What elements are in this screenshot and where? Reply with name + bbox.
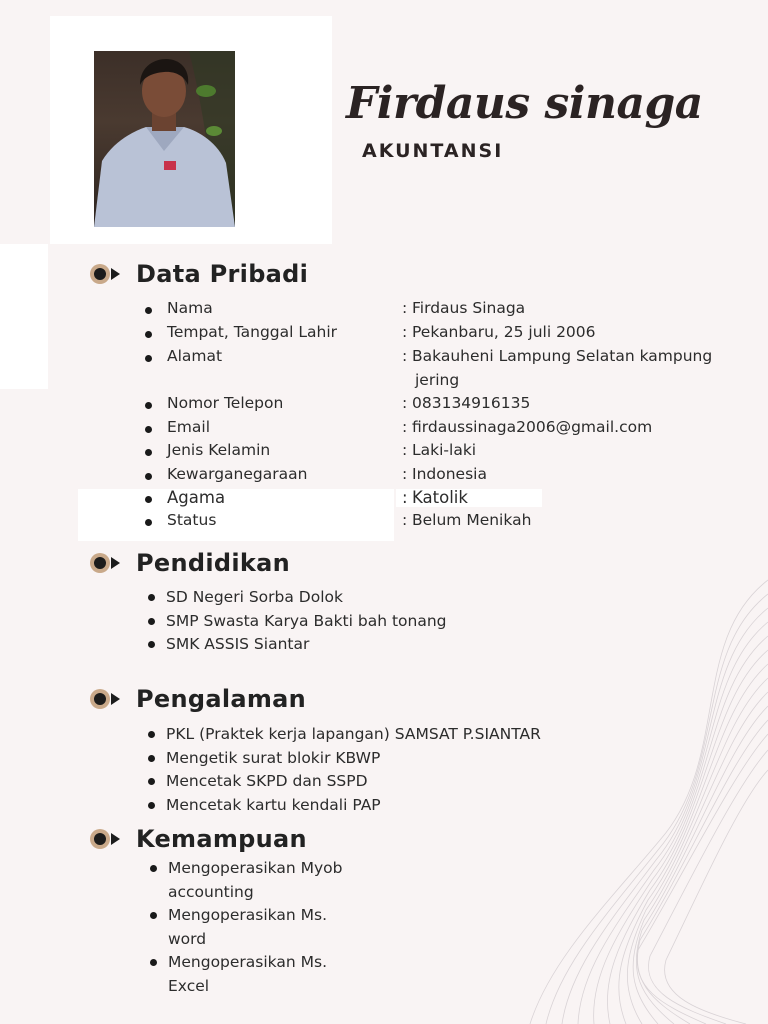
info-colon: : xyxy=(402,347,408,365)
info-colon: : xyxy=(402,418,408,436)
list-item: SMP Swasta Karya Bakti bah tonang xyxy=(146,610,447,634)
list-item: PKL (Praktek kerja lapangan) SAMSAT P.SIANTAR xyxy=(146,723,541,747)
skill-line: Mengoperasikan Ms. xyxy=(168,906,328,925)
info-key: Nama xyxy=(167,299,213,317)
list-item xyxy=(148,904,343,951)
section-kemampuan-heading xyxy=(90,825,307,853)
section-title: Kemampuan xyxy=(136,825,307,853)
bullet-icon xyxy=(145,449,152,456)
info-value: Pekanbaru, 25 juli 2006 xyxy=(412,323,596,341)
info-value: Bakauheni Lampung Selatan kampung xyxy=(412,347,713,365)
list-item: SD Negeri Sorba Dolok xyxy=(146,586,447,610)
list-item: Mencetak kartu kendali PAP xyxy=(146,794,541,818)
bullet-icon xyxy=(145,307,152,314)
info-colon: : xyxy=(402,323,408,341)
info-colon: : xyxy=(402,511,408,529)
skill-line: Mengoperasikan Myob xyxy=(168,859,343,877)
info-colon: : xyxy=(402,299,408,317)
section-pengalaman-heading xyxy=(90,685,306,713)
info-value: Indonesia xyxy=(412,465,487,483)
info-value: Firdaus Sinaga xyxy=(412,299,526,317)
info-value: firdaussinaga2006@gmail.com xyxy=(412,418,653,436)
list-item xyxy=(148,951,343,998)
pendidikan-list xyxy=(146,586,447,657)
bullet-icon xyxy=(145,519,152,526)
left-white-panel xyxy=(0,244,48,389)
info-key: Agama xyxy=(167,488,226,507)
candidate-role: AKUNTANSI xyxy=(362,140,504,162)
list-item: Mencetak SKPD dan SSPD xyxy=(146,770,541,794)
list-item xyxy=(148,857,343,904)
skill-line: accounting xyxy=(168,882,254,901)
list-item: Mengetik surat blokir KBWP xyxy=(146,747,541,771)
bullet-icon xyxy=(145,355,152,362)
white-strip xyxy=(78,489,394,541)
bullet-arrow-icon xyxy=(90,552,124,574)
info-key: Status xyxy=(167,511,217,529)
list-item: SMK ASSIS Siantar xyxy=(146,633,447,657)
section-title: Pengalaman xyxy=(136,685,307,713)
section-title: Data Pribadi xyxy=(136,260,309,288)
section-title: Pendidikan xyxy=(136,549,291,577)
decorative-waves xyxy=(490,560,768,1024)
info-key: Kewarganegaraan xyxy=(167,465,308,483)
skill-line: Excel xyxy=(168,976,210,995)
skill-line: Mengoperasikan Ms. xyxy=(168,953,328,972)
info-value: 083134916135 xyxy=(412,394,531,412)
info-value: Laki-laki xyxy=(412,441,477,459)
info-value: Katolik xyxy=(412,488,468,507)
profile-photo xyxy=(94,51,235,227)
info-key: Jenis Kelamin xyxy=(167,441,271,459)
section-pendidikan-heading xyxy=(90,549,290,577)
candidate-name: Firdaus sinaga xyxy=(346,78,703,129)
info-key: Tempat, Tanggal Lahir xyxy=(167,323,338,341)
kemampuan-list xyxy=(148,857,343,999)
bullet-arrow-icon xyxy=(90,828,124,850)
bullet-arrow-icon xyxy=(90,688,124,710)
pengalaman-list xyxy=(146,723,541,817)
bullet-icon xyxy=(145,402,152,409)
info-colon: : xyxy=(402,394,408,412)
info-value-line2: jering xyxy=(415,371,460,389)
bullet-icon xyxy=(145,426,152,433)
bullet-arrow-icon xyxy=(90,263,124,285)
info-key: Email xyxy=(167,418,211,436)
bullet-icon xyxy=(145,473,152,480)
info-key: Alamat xyxy=(167,347,223,365)
info-key: Nomor Telepon xyxy=(167,394,284,412)
info-colon: : xyxy=(402,488,408,507)
info-colon: : xyxy=(402,465,408,483)
info-value: Belum Menikah xyxy=(412,511,532,529)
section-data-pribadi-heading xyxy=(90,260,308,288)
bullet-icon xyxy=(145,496,152,503)
info-colon: : xyxy=(402,441,408,459)
bullet-icon xyxy=(145,331,152,338)
skill-line: word xyxy=(168,929,207,948)
